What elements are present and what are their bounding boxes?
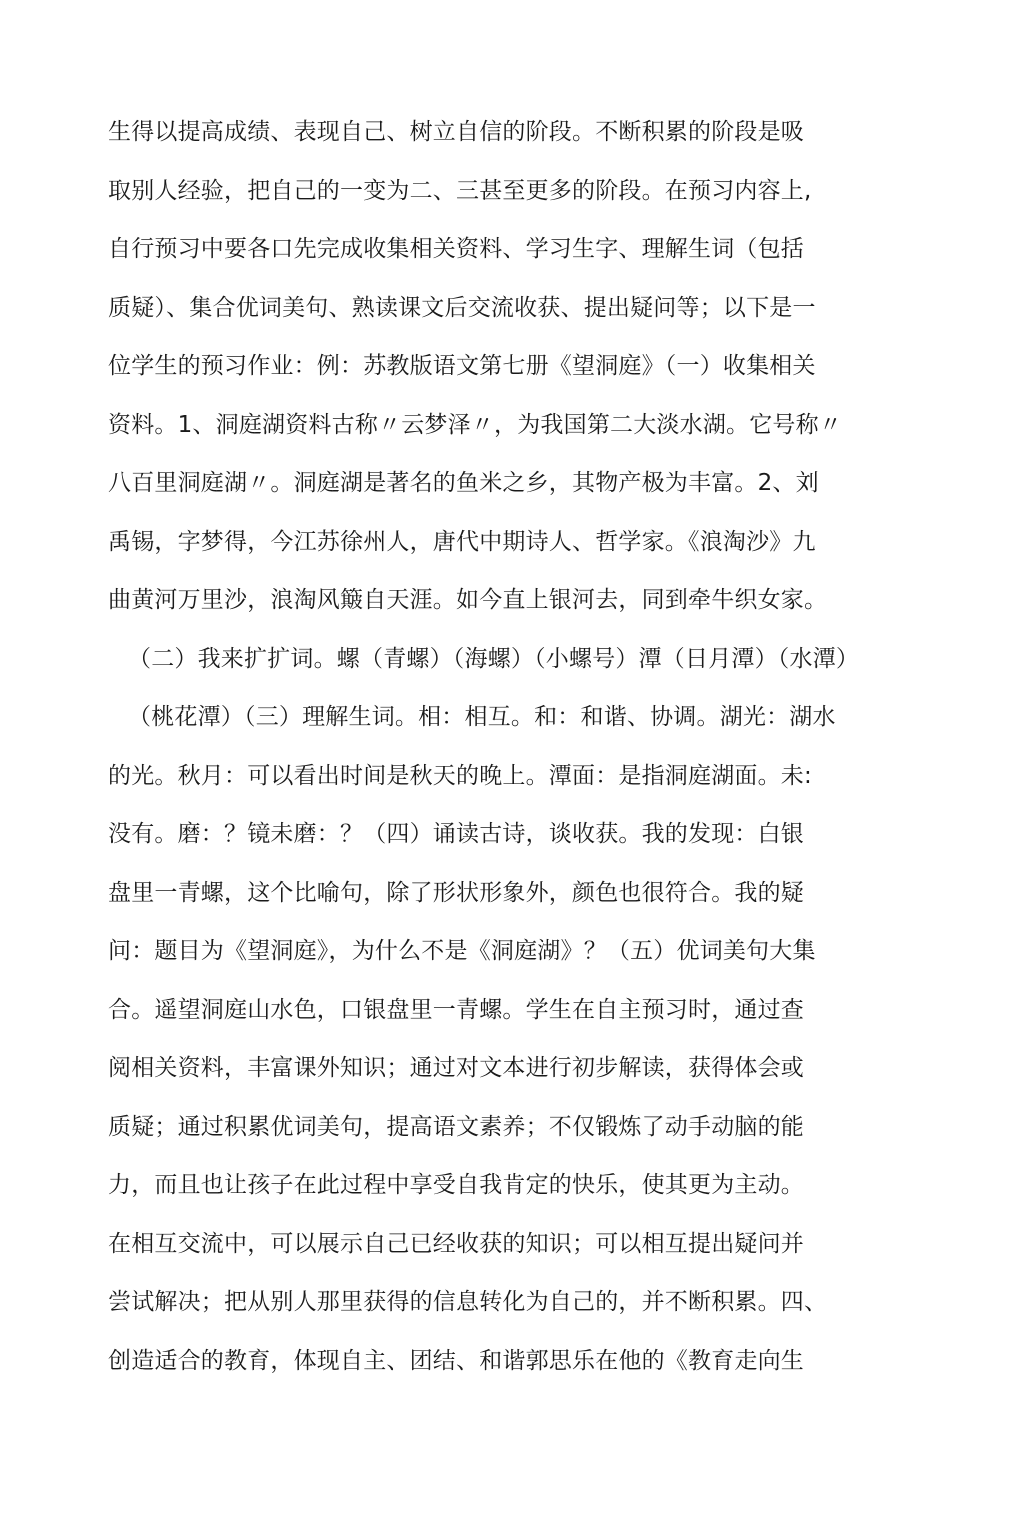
- text-line: 禹锡，字梦得，今江苏徐州人，唐代中期诗人、哲学家。《浪淘沙》九: [108, 528, 816, 555]
- text-line: （二）我来扩扩词。螺（青螺）（海螺）（小螺号）潭（日月潭）（水潭）: [128, 645, 860, 672]
- text-line: 八百里洞庭湖〃。洞庭湖是著名的鱼米之乡，其物产极为丰富。2、刘: [108, 470, 819, 496]
- text-line: 曲黄河万里沙，浪淘风簸自天涯。如今直上银河去，同到牵牛织女家。: [108, 587, 828, 613]
- text-line: 力，而且也让孩子在此过程中享受自我肯定的快乐，使其更为主动。: [108, 1172, 804, 1198]
- text-line: 质疑；通过积累优词美句，提高语文素养；不仅锻炼了动手动脑的能: [108, 1113, 804, 1140]
- text-line: 盘里一青螺，这个比喻句，除了形状形象外，颜色也很符合。我的疑: [108, 879, 804, 906]
- text-line: 的光。秋月：可以看出时间是秋天的晚上。潭面：是指洞庭湖面。未:: [108, 762, 812, 789]
- text-line: 创造适合的教育，体现自主、团结、和谐郭思乐在他的《教育走向生: [108, 1347, 804, 1374]
- text-line: 自行预习中要各口先完成收集相关资料、学习生字、理解生词（包括: [108, 236, 804, 262]
- text-line: （桃花潭）（三）理解生词。相：相互。和：和谐、协调。湖光：湖水: [128, 704, 836, 730]
- text-line: 质疑）、集合优词美句、熟读课文后交流收获、提出疑问等；以下是一: [108, 294, 816, 321]
- text-line: 资料。1、洞庭湖资料古称〃云梦泽〃，为我国第二大淡水湖。它号称〃: [108, 411, 843, 438]
- text-line: 取别人经验，把自己的一变为二、三甚至更多的阶段。在预习内容上,: [108, 177, 812, 204]
- text-line: 没有。磨：？镜未磨：？（四）诵读古诗，谈收获。我的发现：白银: [108, 821, 804, 847]
- text-line: 问：题目为《望洞庭》，为什么不是《洞庭湖》？（五）优词美句大集: [108, 938, 816, 964]
- body-text: [108, 112, 928, 1399]
- text-line: 位学生的预习作业：例：苏教版语文第七册《望洞庭》（一）收集相关: [108, 353, 816, 379]
- text-line: 生得以提高成绩、表现自己、树立自信的阶段。不断积累的阶段是吸: [108, 119, 804, 145]
- text-line: 尝试解决；把从别人那里获得的信息转化为自己的，并不断积累。四、: [108, 1289, 828, 1315]
- text-line: 在相互交流中，可以展示自己已经收获的知识；可以相互提出疑问并: [108, 1230, 804, 1257]
- text-line: 合。遥望洞庭山水色，口银盘里一青螺。学生在自主预习时，通过查: [108, 996, 804, 1023]
- text-line: 阅相关资料，丰富课外知识；通过对文本进行初步解读，获得体会或: [108, 1055, 804, 1081]
